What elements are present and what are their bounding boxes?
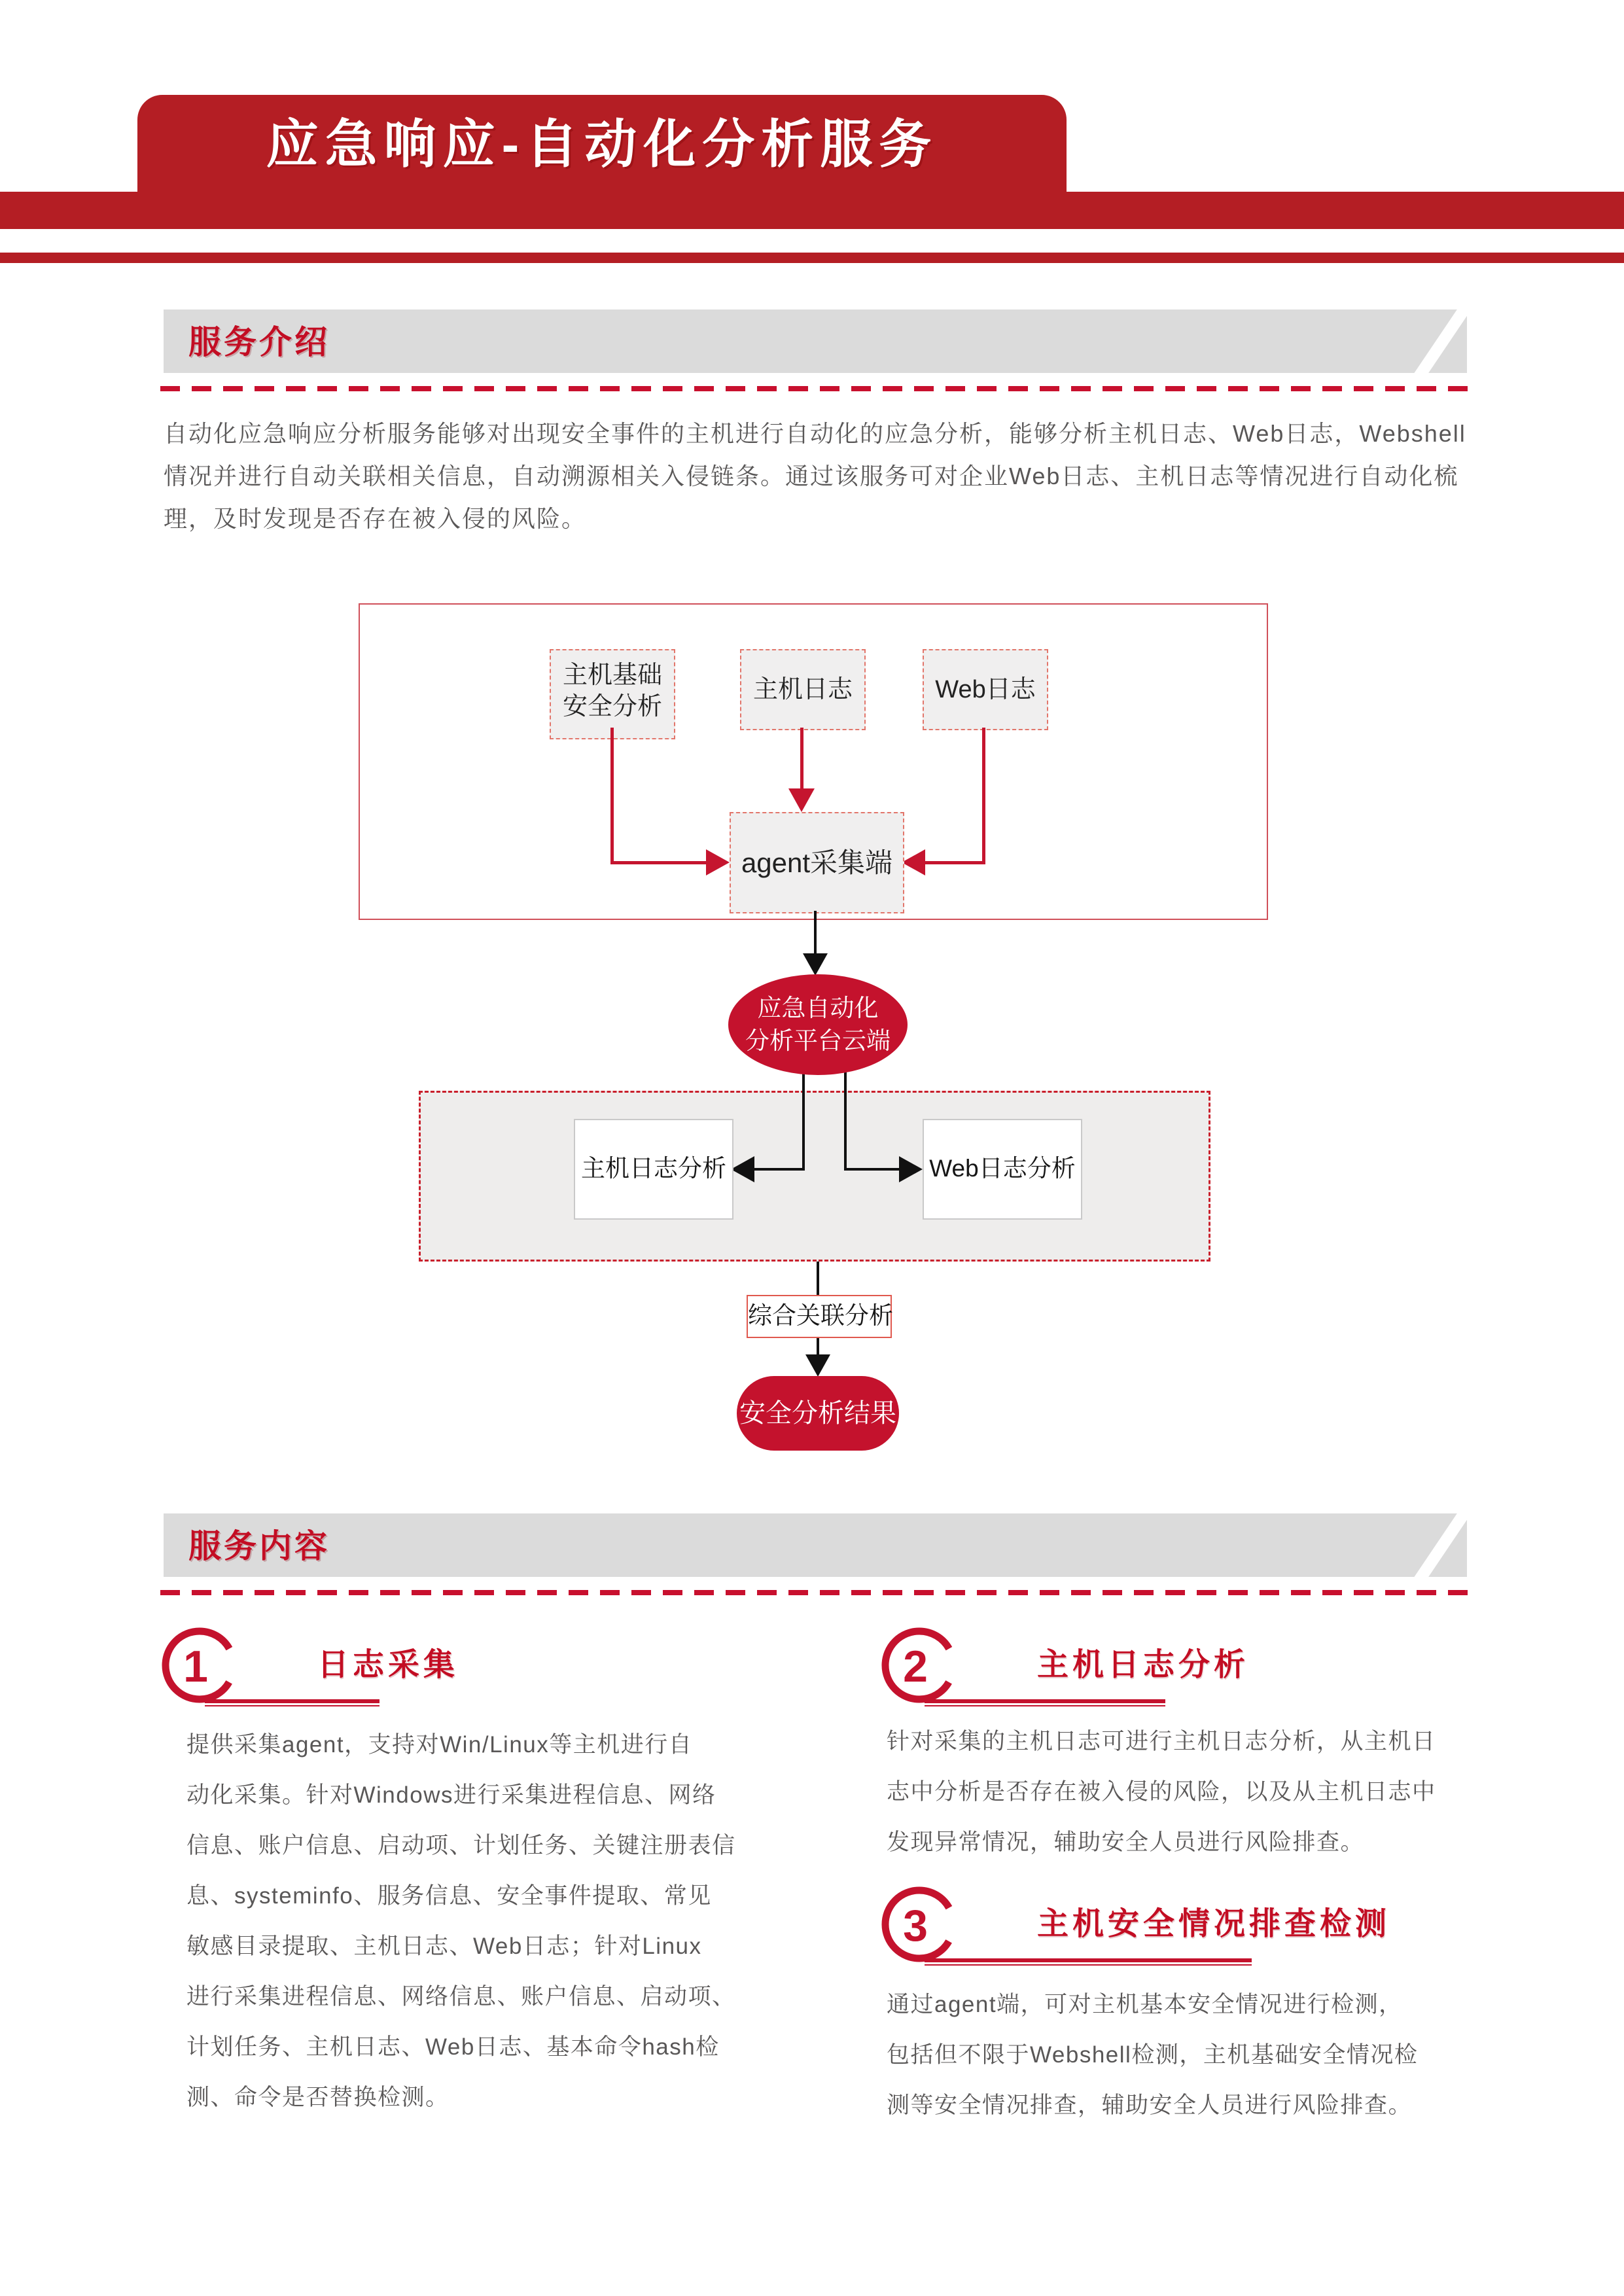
arrowhead-down-icon — [805, 1354, 830, 1377]
connector-line — [817, 1335, 819, 1356]
connector-line — [610, 728, 614, 862]
body-line: 计划任务、主机日志、Web日志、基本命令hash检 — [186, 2034, 720, 2060]
dashed-divider-intro — [160, 386, 1470, 391]
body-line: 信息、账户信息、启动项、计划任务、关键注册表信 — [186, 1833, 736, 1858]
diagram-analysis-container — [419, 1091, 1210, 1262]
body-line: 进行采集进程信息、网络信息、账户信息、启动项、 — [186, 1984, 736, 2009]
item-underline — [925, 1699, 1165, 1703]
connector-line — [925, 861, 985, 864]
body-line: 提供采集agent，支持对Win/Linux等主机进行自 — [186, 1732, 693, 1757]
item-number: 1 — [183, 1642, 208, 1691]
cloud-label-line: 应急自动化 — [757, 995, 879, 1021]
connector-line — [802, 1065, 805, 1171]
body-line: 通过agent端，可对主机基本安全情况进行检测， — [887, 1992, 1403, 2017]
item-number: 3 — [903, 1901, 928, 1951]
intro-paragraph — [164, 412, 1472, 540]
connector-line — [817, 1262, 819, 1295]
body-line: 包括但不限于Webshell检测，主机基础安全情况检 — [887, 2042, 1419, 2068]
connector-line — [610, 861, 706, 864]
item-underline-thin — [925, 1964, 1252, 1966]
body-line: 敏感目录提取、主机日志、Web日志；针对Linux — [186, 1934, 702, 1959]
arrowhead-right-icon — [899, 1156, 923, 1182]
diagram-box-host-basic-security — [550, 649, 675, 739]
arrowhead-down-icon — [803, 953, 828, 976]
intro-line: 理，及时发现是否存在被入侵的风险。 — [164, 505, 587, 532]
connector-line — [982, 728, 985, 862]
arrowhead-down-icon — [788, 788, 815, 812]
diagram-box-host-log: 主机日志 — [740, 649, 866, 730]
header-red-line — [0, 253, 1624, 263]
diagram-box-correlation: 综合关联分析 — [747, 1295, 892, 1338]
body-line: 针对采集的主机日志可进行主机日志分析，从主机日 — [887, 1729, 1436, 1754]
connector-line — [844, 1065, 847, 1171]
diagram-box-web-log-analysis: Web日志分析 — [923, 1119, 1082, 1220]
item-underline — [925, 1958, 1252, 1962]
item-badge-1 — [159, 1625, 240, 1706]
item-body-3 — [887, 1979, 1418, 2130]
connector-line — [800, 728, 803, 790]
body-line: 发现异常情况，辅助安全人员进行风险排查。 — [887, 1829, 1365, 1855]
item-badge-2 — [879, 1625, 960, 1706]
title-banner — [137, 95, 1067, 192]
cloud-label-line: 分析平台云端 — [745, 1027, 891, 1054]
section-bar-content — [164, 1513, 1467, 1577]
connector-line — [844, 1168, 899, 1171]
header-red-band — [0, 192, 1624, 229]
dashed-divider-content — [160, 1590, 1470, 1595]
item-body-2 — [887, 1716, 1436, 1867]
item-badge-3 — [879, 1884, 960, 1965]
diagram-box-web-log: Web日志 — [923, 649, 1048, 730]
arrowhead-right-icon — [706, 849, 730, 875]
diagram-box-label-line: 安全分析 — [562, 693, 662, 720]
diagram-result-pill: 安全分析结果 — [737, 1376, 899, 1451]
body-line: 动化采集。针对Windows进行采集进程信息、网络 — [186, 1782, 716, 1808]
body-line: 志中分析是否存在被入侵的风险，以及从主机日志中 — [887, 1779, 1436, 1805]
item-title-2: 主机日志分析 — [1037, 1648, 1250, 1682]
connector-line — [754, 1168, 805, 1171]
slash-decoration — [1410, 309, 1467, 373]
diagram-box-label-line: 主机基础 — [562, 662, 662, 689]
connector-line — [814, 911, 817, 955]
section-title-content: 服务内容 — [188, 1528, 330, 1564]
body-line: 测、命令是否替换检测。 — [186, 2085, 450, 2110]
section-title-intro: 服务介绍 — [188, 324, 330, 361]
item-title-3: 主机安全情况排查检测 — [1037, 1907, 1391, 1941]
body-line: 测等安全情况排查，辅助安全人员进行风险排查。 — [887, 2093, 1413, 2118]
diagram-cloud-ellipse — [728, 974, 908, 1075]
item-underline-thin — [925, 1705, 1165, 1706]
arrowhead-left-icon — [731, 1156, 754, 1182]
arrowhead-left-icon — [902, 849, 925, 875]
diagram-box-host-log-analysis: 主机日志分析 — [574, 1119, 733, 1220]
item-body-1 — [186, 1720, 736, 2123]
item-number: 2 — [903, 1642, 928, 1691]
section-bar-intro — [164, 309, 1467, 373]
body-line: 息、systeminfo、服务信息、安全事件提取、常见 — [186, 1883, 712, 1909]
slash-decoration — [1410, 1513, 1467, 1577]
diagram-box-agent: agent采集端 — [730, 812, 904, 913]
intro-line: 自动化应急响应分析服务能够对出现安全事件的主机进行自动化的应急分析，能够分析主机日志、Web日志，Webshell — [164, 420, 1466, 447]
intro-line: 情况并进行自动关联相关信息，自动溯源相关入侵链条。通过该服务可对企业Web日志、主机日志等情况进行自动化梳 — [164, 463, 1459, 489]
item-title-1: 日志采集 — [317, 1648, 459, 1682]
page-title: 应急响应-自动化分析服务 — [266, 115, 938, 173]
